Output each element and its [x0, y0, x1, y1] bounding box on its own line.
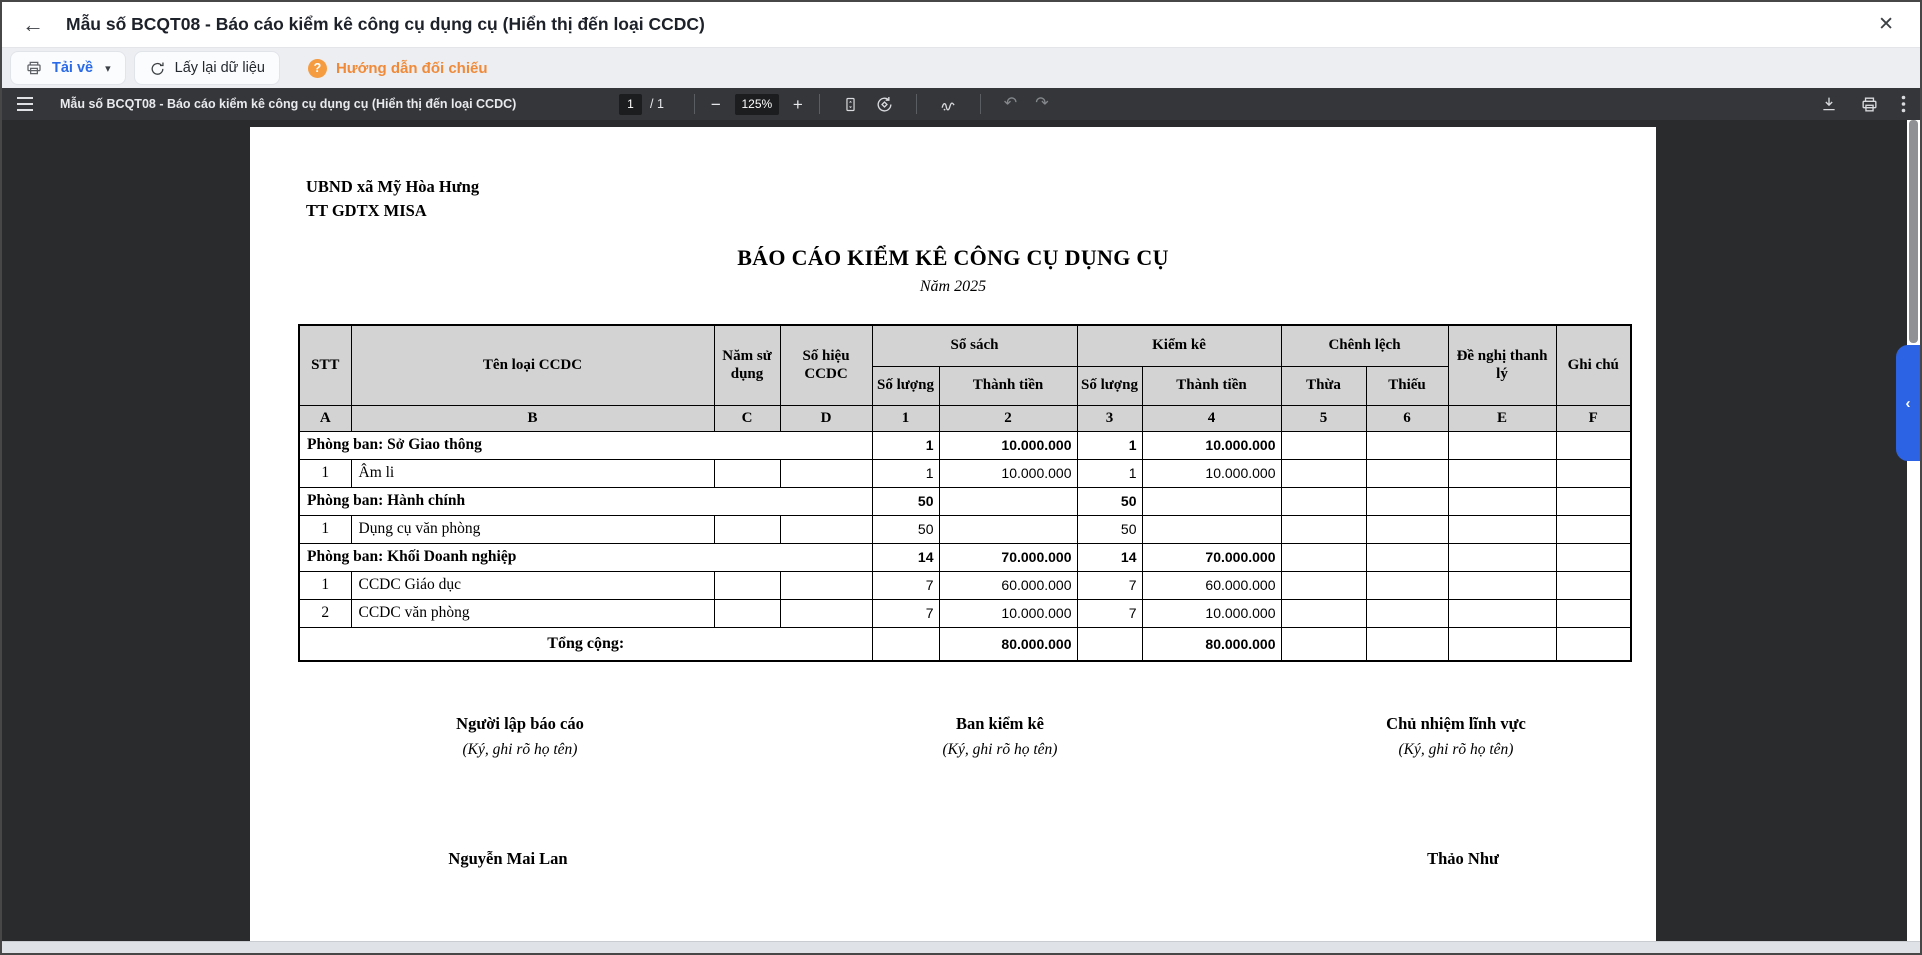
- signer-name: Nguyễn Mai Lan: [448, 849, 568, 868]
- table-cell: 50: [872, 487, 939, 515]
- table-cell: 7: [1077, 599, 1142, 627]
- table-cell: 7: [1077, 571, 1142, 599]
- signature-title: Người lập báo cáo: [456, 714, 584, 733]
- signature-note: (Ký, ghi rõ họ tên): [942, 741, 1058, 758]
- page-count: / 1: [650, 97, 664, 111]
- table-cell: 80.000.000: [939, 627, 1077, 661]
- table-cell: [1448, 599, 1556, 627]
- table-cell: 70.000.000: [1142, 543, 1281, 571]
- pdf-document-title: Mẫu số BCQT08 - Báo cáo kiểm kê công cụ dụng cụ (Hiển thị đến loại CCDC): [60, 97, 517, 111]
- table-cell: [1281, 571, 1366, 599]
- table-cell: [1366, 599, 1448, 627]
- report-subtitle: Năm 2025: [919, 278, 987, 295]
- undo-icon[interactable]: ↶: [1003, 95, 1018, 112]
- table-cell: 60.000.000: [1142, 571, 1281, 599]
- download-icon[interactable]: [1820, 95, 1838, 113]
- chevron-left-icon: ‹: [1905, 394, 1911, 412]
- table-cell: [780, 459, 872, 487]
- table-cell: [714, 599, 780, 627]
- more-options-icon[interactable]: [1901, 95, 1906, 113]
- table-cell: [939, 487, 1077, 515]
- col-letter: A: [299, 405, 351, 431]
- table-cell: [1448, 543, 1556, 571]
- signature-block-manager: [1386, 714, 1526, 759]
- table-cell: 10.000.000: [1142, 599, 1281, 627]
- print-icon[interactable]: [1860, 95, 1879, 114]
- table-cell: [939, 515, 1077, 543]
- col-quantity: Số lượng: [872, 366, 939, 405]
- table-cell: CCDC Giáo dục: [351, 571, 714, 599]
- annotate-pen-icon[interactable]: [939, 95, 958, 114]
- table-cell: 1: [872, 459, 939, 487]
- signature-block-preparer: [456, 714, 584, 759]
- table-cell: [1366, 571, 1448, 599]
- table-cell: [1556, 599, 1631, 627]
- table-cell: [1366, 627, 1448, 661]
- table-cell: 50: [872, 515, 939, 543]
- table-row: [299, 431, 1631, 459]
- table-cell: [1142, 515, 1281, 543]
- table-cell: 60.000.000: [939, 571, 1077, 599]
- side-panel-toggle[interactable]: [1896, 345, 1920, 461]
- table-cell: 1: [1077, 459, 1142, 487]
- window-title: Mẫu số BCQT08 - Báo cáo kiểm kê công cụ dụng cụ (Hiển thị đến loại CCDC): [66, 14, 705, 34]
- guide-link[interactable]: [308, 59, 488, 78]
- table-cell: [1448, 487, 1556, 515]
- table-cell: 14: [1077, 543, 1142, 571]
- col-amount: Thành tiền: [1142, 366, 1281, 405]
- col-letter: B: [351, 405, 714, 431]
- action-toolbar: [2, 48, 1920, 88]
- org-line-1: UBND xã Mỹ Hòa Hưng: [306, 177, 480, 196]
- org-line-2: TT GDTX MISA: [306, 201, 427, 220]
- divider: [819, 94, 820, 114]
- col-name: Tên loại CCDC: [351, 325, 714, 405]
- menu-icon[interactable]: [16, 97, 34, 111]
- table-cell: [1556, 627, 1631, 661]
- col-letter: C: [714, 405, 780, 431]
- table-cell: Phòng ban: Khối Doanh nghiệp: [299, 543, 872, 571]
- table-cell: Tổng cộng:: [299, 627, 872, 661]
- zoom-in-button[interactable]: +: [792, 94, 803, 114]
- table-cell: 10.000.000: [939, 459, 1077, 487]
- table-cell: 50: [1077, 515, 1142, 543]
- fit-page-icon[interactable]: [842, 96, 859, 113]
- table-cell: 7: [872, 571, 939, 599]
- col-letter: 1: [872, 405, 939, 431]
- table-cell: 14: [872, 543, 939, 571]
- table-cell: [1142, 487, 1281, 515]
- download-button[interactable]: [10, 51, 126, 85]
- table-cell: [1281, 459, 1366, 487]
- col-difference: Chênh lệch: [1281, 325, 1448, 366]
- pdf-canvas: [2, 120, 1920, 953]
- table-cell: [1281, 487, 1366, 515]
- close-icon[interactable]: ✕: [1878, 14, 1894, 35]
- question-circle-icon: ?: [308, 59, 327, 78]
- table-cell: [1556, 515, 1631, 543]
- vertical-scrollbar[interactable]: [1907, 120, 1920, 941]
- horizontal-scrollbar[interactable]: [2, 941, 1920, 953]
- col-letter: 4: [1142, 405, 1281, 431]
- table-row: [299, 543, 1631, 571]
- col-letter: 5: [1281, 405, 1366, 431]
- table-cell: 7: [872, 599, 939, 627]
- signer-name: Thảo Như: [1427, 849, 1499, 868]
- table-row: [299, 515, 1631, 543]
- printer-icon: [25, 59, 43, 77]
- table-cell: Phòng ban: Hành chính: [299, 487, 872, 515]
- refresh-label: Lấy lại dữ liệu: [174, 60, 265, 76]
- col-book: Sổ sách: [872, 325, 1077, 366]
- report-page: [250, 127, 1656, 953]
- vertical-scrollbar-thumb[interactable]: [1909, 120, 1918, 343]
- table-cell: 50: [1077, 487, 1142, 515]
- table-cell: [1556, 487, 1631, 515]
- table-cell: Phòng ban: Sở Giao thông: [299, 431, 872, 459]
- guide-label: Hướng dẫn đối chiếu: [335, 59, 488, 77]
- table-row: [299, 599, 1631, 627]
- table-cell: [1281, 627, 1366, 661]
- table-cell: 1: [299, 515, 351, 543]
- table-cell: [1556, 431, 1631, 459]
- table-cell: [780, 571, 872, 599]
- table-cell: 1: [299, 571, 351, 599]
- col-letter: 3: [1077, 405, 1142, 431]
- table-cell: [1448, 627, 1556, 661]
- signature-title: Chủ nhiệm lĩnh vực: [1386, 714, 1526, 733]
- table-cell: 2: [299, 599, 351, 627]
- table-cell: CCDC văn phòng: [351, 599, 714, 627]
- table-cell: 80.000.000: [1142, 627, 1281, 661]
- table-cell: 1: [872, 431, 939, 459]
- table-cell: [714, 571, 780, 599]
- back-icon[interactable]: ←: [22, 11, 44, 37]
- table-cell: [1448, 571, 1556, 599]
- refresh-icon: [149, 60, 166, 77]
- table-row: [299, 487, 1631, 515]
- table-cell: [1281, 515, 1366, 543]
- col-year: Năm sử dụng: [714, 325, 780, 405]
- table-cell: [1281, 543, 1366, 571]
- titlebar: [2, 2, 1920, 48]
- divider: [694, 94, 695, 114]
- col-letter: 2: [939, 405, 1077, 431]
- table-cell: [1556, 543, 1631, 571]
- table-cell: 1: [1077, 431, 1142, 459]
- pdf-toolbar: [2, 88, 1920, 120]
- col-letter: 6: [1366, 405, 1448, 431]
- table-cell: 70.000.000: [939, 543, 1077, 571]
- table-cell: [1077, 627, 1142, 661]
- col-letter: D: [780, 405, 872, 431]
- signature-note: (Ký, ghi rõ họ tên): [462, 741, 578, 758]
- table-cell: 10.000.000: [1142, 431, 1281, 459]
- table-cell: Dụng cụ văn phòng: [351, 515, 714, 543]
- table-cell: [1366, 431, 1448, 459]
- signature-block-committee: [943, 714, 1058, 759]
- redo-icon[interactable]: ↷: [1035, 95, 1049, 112]
- col-amount: Thành tiền: [939, 366, 1077, 405]
- table-cell: Âm li: [351, 459, 714, 487]
- table-cell: [780, 599, 872, 627]
- table-cell: [1281, 431, 1366, 459]
- divider: [916, 94, 917, 114]
- table-cell: [1448, 515, 1556, 543]
- report-table-body: [299, 431, 1631, 661]
- signature-note: (Ký, ghi rõ họ tên): [1398, 741, 1514, 758]
- zoom-level: 125%: [735, 94, 779, 115]
- col-note: Ghi chú: [1556, 325, 1631, 405]
- table-cell: [1281, 599, 1366, 627]
- pdf-toolbar-right: [1820, 88, 1906, 120]
- table-cell: [1448, 459, 1556, 487]
- col-letter: F: [1556, 405, 1631, 431]
- col-shortage: Thiếu: [1366, 366, 1448, 405]
- table-cell: [714, 515, 780, 543]
- table-row: [299, 459, 1631, 487]
- col-inventory: Kiểm kê: [1077, 325, 1281, 366]
- chevron-down-icon[interactable]: ▾: [105, 62, 111, 75]
- table-cell: [780, 515, 872, 543]
- refresh-data-button[interactable]: [134, 51, 280, 85]
- table-cell: 10.000.000: [1142, 459, 1281, 487]
- org-lines: [306, 175, 479, 223]
- table-cell: 1: [299, 459, 351, 487]
- page-number-input[interactable]: 1: [619, 94, 642, 115]
- col-disposal: Đề nghị thanh lý: [1448, 325, 1556, 405]
- col-code: Số hiệu CCDC: [780, 325, 872, 405]
- col-surplus: Thừa: [1281, 366, 1366, 405]
- rotate-icon[interactable]: [875, 95, 894, 114]
- inventory-table: [298, 324, 1632, 662]
- table-cell: [1366, 459, 1448, 487]
- download-label: Tải về: [52, 60, 94, 76]
- table-cell: [1556, 459, 1631, 487]
- table-row: [299, 627, 1631, 661]
- pdf-page-zoom-controls: [619, 88, 1058, 120]
- table-cell: [1366, 515, 1448, 543]
- table-cell: [1366, 543, 1448, 571]
- divider: [980, 94, 981, 114]
- zoom-out-button[interactable]: −: [710, 94, 721, 114]
- table-cell: 10.000.000: [939, 431, 1077, 459]
- table-cell: [714, 459, 780, 487]
- report-title: BÁO CÁO KIỂM KÊ CÔNG CỤ DỤNG CỤ: [737, 245, 1169, 270]
- signature-title: Ban kiểm kê: [955, 714, 1045, 733]
- table-cell: [1366, 487, 1448, 515]
- col-stt: STT: [299, 325, 351, 405]
- table-row: [299, 571, 1631, 599]
- table-cell: [1556, 571, 1631, 599]
- table-cell: 10.000.000: [939, 599, 1077, 627]
- col-quantity: Số lượng: [1077, 366, 1142, 405]
- col-letter: E: [1448, 405, 1556, 431]
- table-cell: [1448, 431, 1556, 459]
- table-cell: [872, 627, 939, 661]
